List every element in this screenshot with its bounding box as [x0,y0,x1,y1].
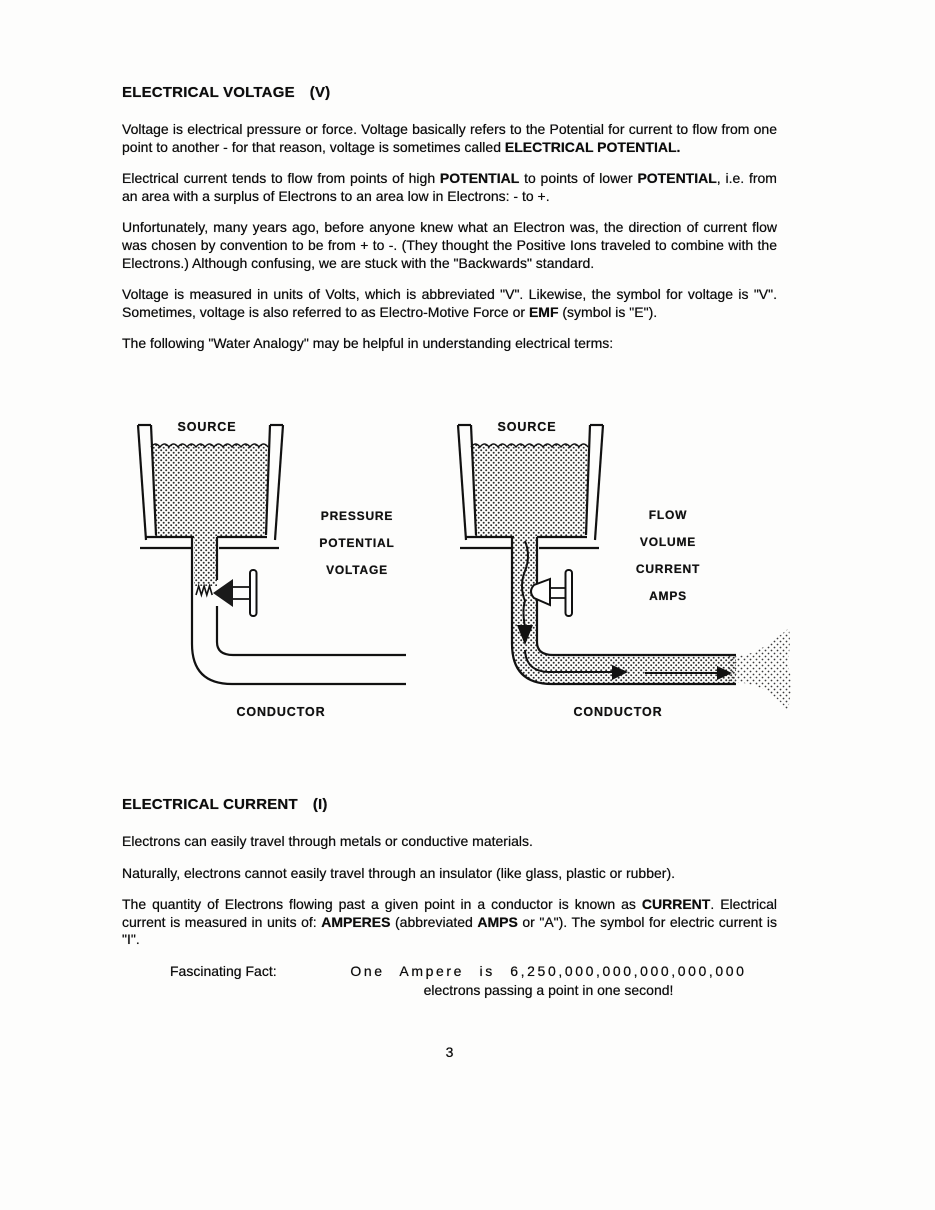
text-run: or "A"). The symbol for electric current is "I". [122,913,778,948]
heading-symbol: (V) [309,84,331,101]
page-number: 3 [445,1043,454,1060]
term-amps: AMPS [649,588,687,603]
diagram-voltage-tank [120,409,420,747]
fact-label: Fascinating Fact: [170,962,277,979]
text-run-bold: ELECTRICAL POTENTIAL. [504,138,681,155]
valve-spring [196,586,212,595]
term-potential: POTENTIAL [319,535,395,550]
term-pressure: PRESSURE [320,508,394,523]
valve-stem [550,588,566,598]
text-run-bold: EMF [528,303,559,320]
term-volume: VOLUME [639,534,697,549]
text-run-bold: POTENTIAL [439,170,520,187]
pipe-outline [192,537,406,684]
water-analogy-diagrams [122,409,777,754]
valve-handle [566,570,573,616]
text-run: Naturally, electrons cannot easily travel through an insulator (like glass, plastic or rubber). [122,864,675,881]
conductor-label: CONDUCTOR [236,704,326,719]
paragraph-voltage-2 [122,170,777,205]
text-run: to points of lower [519,170,638,187]
paragraph-voltage-3 [122,219,777,272]
source-label: SOURCE [497,419,557,434]
text-run: Electrical current tends to flow from points of high [122,170,440,187]
term-current: CURRENT [635,561,701,576]
term-voltage: VOLTAGE [326,562,388,577]
paragraph-voltage-4 [122,286,777,321]
fact-caption: electrons passing a point in one second! [423,981,674,998]
heading-symbol: (I) [312,795,328,813]
paragraph-current-2 [122,865,777,883]
text-run: Voltage is electrical pressure or force. Voltage basically refers to the Potential for current to flow from one point to another - for that reason, voltage is sometimes called [122,121,777,155]
text-run: , i.e. from an area with a surplus of Electrons to an area low in Electrons: - to +. [122,170,777,204]
fact-number: One Ampere is 6,250,000,000,000,000,000 [350,962,747,979]
text-run: Electrons can easily travel through metals or conductive materials. [122,832,533,849]
heading-text: ELECTRICAL VOLTAGE [122,84,295,101]
text-run: The following "Water Analogy" may be helpful in understanding electrical terms: [122,335,614,352]
section-heading-current [122,796,777,813]
paragraph-current-1 [122,833,777,851]
diagram-current-tank [440,409,805,747]
text-run-bold: AMPS [477,913,518,930]
text-run: (symbol is "E"). [558,303,658,320]
text-run: (abbreviated [390,913,478,930]
text-run: Unfortunately, many years ago, before anyone knew what an Electron was, the direction of current flow was chosen by convention to be from + to -. (They thought the Positive Ions traveled to combine with the Electrons.) Although confusing, we are stuck with the "Backwards" standard. [122,219,777,271]
water-spray [728,628,791,711]
fascinating-fact [122,963,777,998]
valve-handle [250,570,257,616]
valve-stem [233,587,251,599]
paragraph-voltage-5 [122,335,777,353]
paragraph-current-3 [122,896,777,949]
text-run-bold: AMPERES [321,913,391,930]
paragraph-voltage-1 [122,121,777,156]
water-fill [151,444,268,586]
conductor-label: CONDUCTOR [573,704,663,719]
text-run: Voltage is measured in units of Volts, which is abbreviated "V". Likewise, the symbol for voltage is "V". Sometimes, voltage is also referred to as Electro-Motive Force or [122,286,777,320]
heading-text: ELECTRICAL CURRENT [122,795,298,813]
fact-value [320,963,777,998]
source-label: SOURCE [177,419,237,434]
text-run-bold: POTENTIAL [637,170,717,187]
section-heading-voltage [122,84,777,101]
text-run-bold: CURRENT [641,896,711,913]
term-flow: FLOW [648,507,688,522]
text-run: . Electrical current is measured in units of: [122,896,777,930]
text-run: The quantity of Electrons flowing past a given point in a conductor is known as [122,896,642,913]
